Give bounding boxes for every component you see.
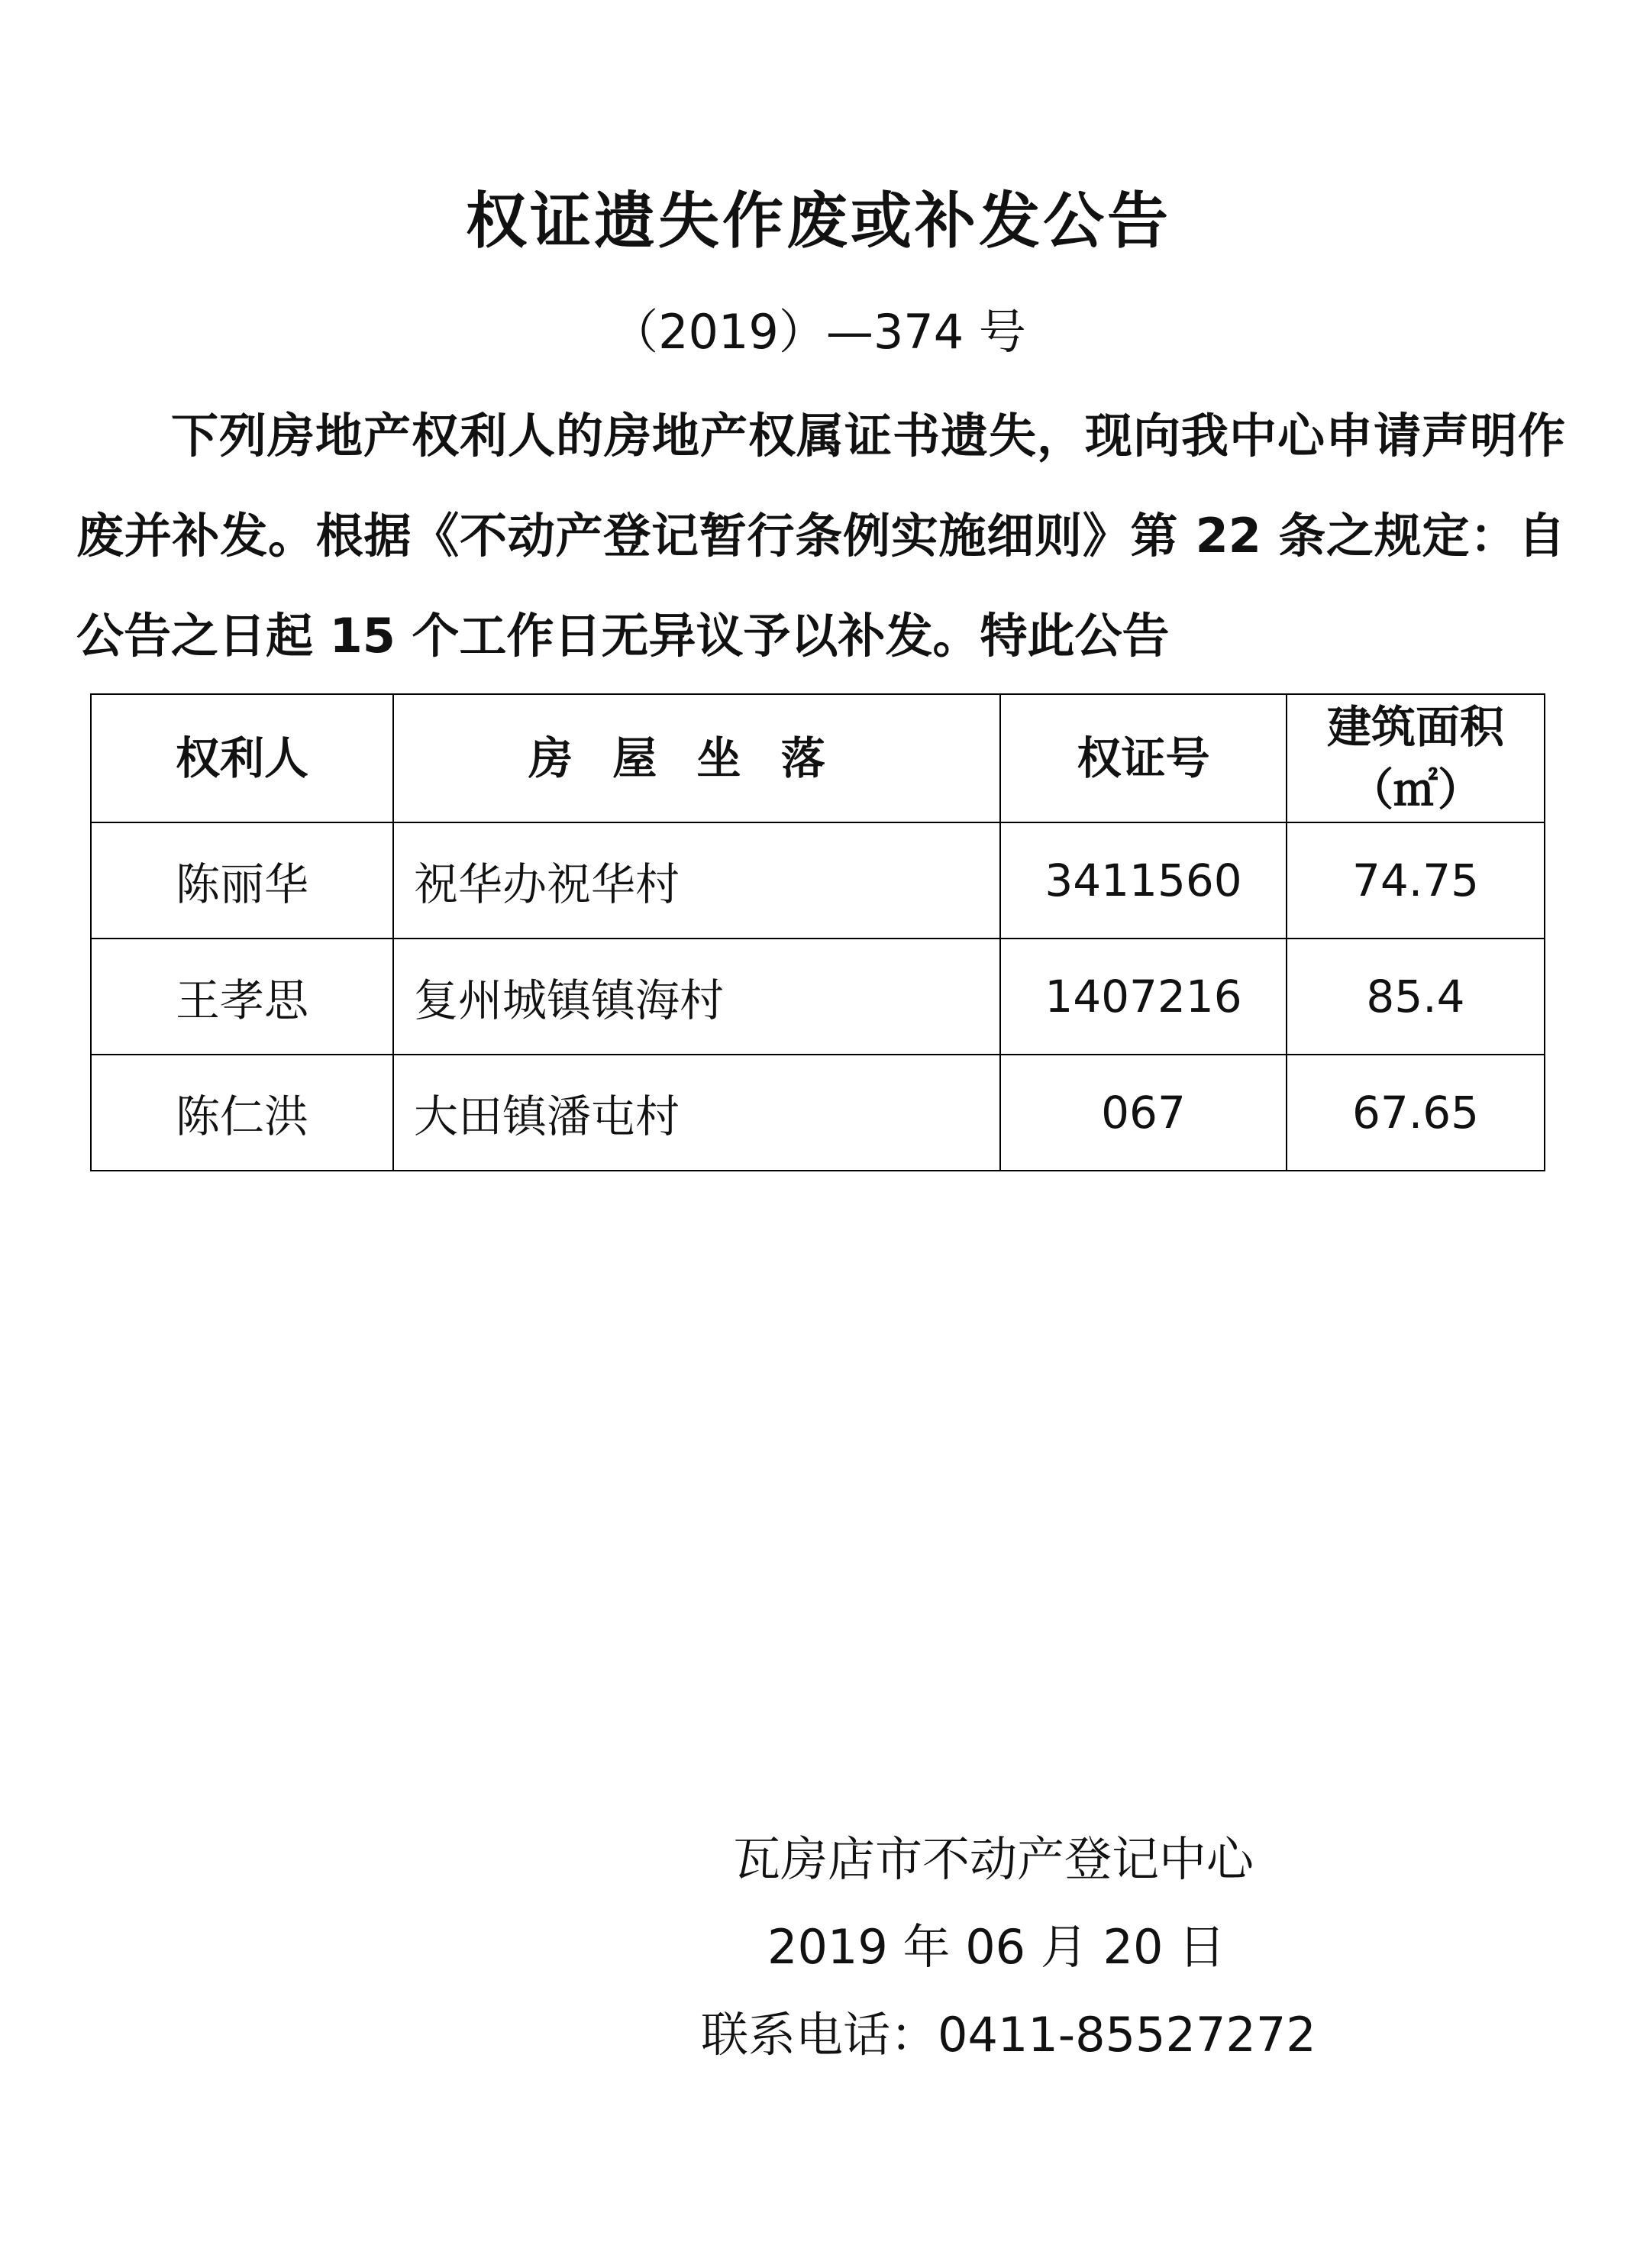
header-area-label: 建筑面积 bbox=[1326, 701, 1504, 753]
header-area-unit: （㎡） bbox=[1348, 764, 1482, 816]
footer-date: 2019 年 06 月 20 日 bbox=[767, 1919, 1226, 1975]
cell-cert-no: 1407216 bbox=[1000, 939, 1287, 1055]
header-location-text: 房屋坐落 bbox=[528, 732, 865, 784]
cell-area: 67.65 bbox=[1287, 1055, 1545, 1171]
notice-table bbox=[90, 693, 1545, 1171]
table-header-row bbox=[91, 694, 1545, 822]
page-title: 权证遗失作废或补发公告 bbox=[466, 186, 1171, 257]
cell-area: 74.75 bbox=[1287, 822, 1545, 939]
cell-cert-no: 067 bbox=[1000, 1055, 1287, 1171]
notice-paragraph: 下列房地产权利人的房地产权属证书遗失，现向我中心申请声明作废并补发。根据《不动产登记暂行条例实施细则》第 22 条之规定：自公告之日起 15 个工作日无异议予以补发。特此公告 bbox=[76, 408, 1565, 664]
header-cert-no: 权证号 bbox=[1000, 694, 1287, 822]
cell-area: 85.4 bbox=[1287, 939, 1545, 1055]
document-number: （2019）—374 号 bbox=[611, 304, 1026, 360]
cell-owner: 陈仁洪 bbox=[91, 1055, 393, 1171]
header-area bbox=[1287, 694, 1545, 822]
footer-organization: 瓦房店市不动产登记中心 bbox=[733, 1831, 1254, 1887]
header-location bbox=[393, 694, 1000, 822]
cell-location: 祝华办祝华村 bbox=[393, 822, 1000, 939]
cell-cert-no: 3411560 bbox=[1000, 822, 1287, 939]
table-row bbox=[91, 1055, 1545, 1171]
cell-owner: 王孝思 bbox=[91, 939, 393, 1055]
table-row bbox=[91, 822, 1545, 939]
cell-owner: 陈丽华 bbox=[91, 822, 393, 939]
header-owner: 权利人 bbox=[91, 694, 393, 822]
table-row bbox=[91, 939, 1545, 1055]
footer-phone: 联系电话：0411-85527272 bbox=[701, 2007, 1316, 2063]
cell-location: 大田镇潘屯村 bbox=[393, 1055, 1000, 1171]
cell-location: 复州城镇镇海村 bbox=[393, 939, 1000, 1055]
